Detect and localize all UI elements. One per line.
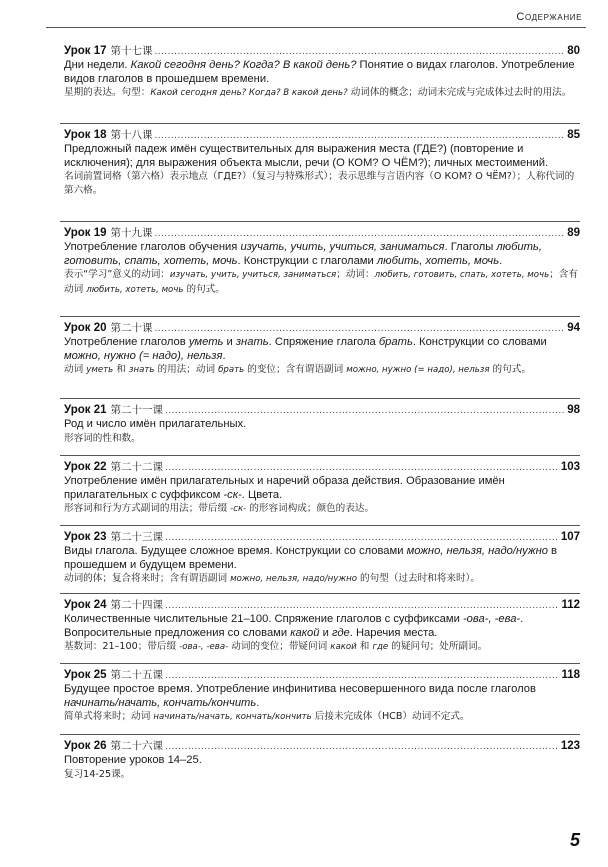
lesson-heading[interactable] — [64, 739, 580, 754]
lesson-26 — [64, 739, 580, 781]
lesson-cn-title: 第二十四课 — [110, 599, 164, 611]
text-run: Будущее простое время. Употребление инфинитива несовершенного вида после глаголов — [64, 683, 536, 695]
text-run: Повторение уроков 14–25. — [64, 754, 202, 766]
italic-term: изучать, учить, учиться, заниматься — [169, 270, 337, 280]
text-run: и — [319, 626, 332, 639]
italic-term: Какой сегодня день? Когда? В какой день? — [150, 88, 348, 98]
text-run: 简单式将来时；动词 — [64, 711, 154, 722]
text-run: . — [499, 254, 503, 267]
leader-dots — [165, 404, 565, 418]
italic-term: можно, нужно (= надо), нельзя — [64, 349, 223, 362]
lesson-page: 103 — [560, 461, 580, 473]
italic-term: -ск- — [223, 488, 242, 501]
italic-term: любить, хотеть, мочь — [86, 284, 184, 295]
lesson-number: Урок 20 — [64, 322, 107, 334]
text-run: Количественные числительные 21–100. Спряжение глаголов с суффиксами — [64, 613, 463, 625]
text-run: 的形容词构成；颜色的表达。 — [246, 503, 375, 514]
lesson-page: 98 — [567, 404, 580, 416]
italic-term: где — [372, 642, 389, 652]
page-number: 5 — [569, 830, 580, 850]
lesson-number: Урок 24 — [64, 599, 107, 611]
italic-term: начинать/начать, кончать/кончить — [64, 696, 257, 709]
text-run: 和 — [356, 641, 373, 652]
italic-term: можно, нужно (= надо), нельзя — [346, 365, 490, 375]
lesson-22 — [64, 460, 580, 517]
lesson-page: 107 — [560, 531, 580, 543]
lesson-page: 118 — [561, 669, 580, 681]
italic-term: можно, нельзя, надо/нужно — [230, 574, 357, 584]
lesson-ru-description — [64, 336, 580, 363]
italic-term: любить, готовить, спать, хотеть, мочь — [64, 241, 542, 267]
lesson-cn-description — [64, 432, 580, 446]
text-run: 动词体的概念；动词未完成与完成体过去时的用法。 — [347, 87, 572, 98]
lesson-heading[interactable] — [64, 598, 580, 613]
italic-term: любить, готовить, спать, хотеть, мочь — [374, 270, 550, 280]
lesson-17 — [64, 44, 580, 101]
lesson-divider — [60, 398, 580, 399]
text-run: 形容词和行为方式副词的用法；带后缀 — [64, 503, 231, 514]
lesson-divider — [60, 525, 580, 526]
lesson-page: 94 — [567, 322, 580, 334]
text-run: 后接未完成体（НСВ）动词不定式。 — [311, 711, 470, 722]
lesson-ru-description — [64, 143, 580, 170]
text-run: . Конструкции со словами — [412, 336, 547, 348]
lesson-ru-description — [64, 418, 580, 432]
italic-term: уметь — [86, 365, 114, 375]
lesson-25 — [64, 668, 580, 725]
italic-term: начинать/начать, кончать/кончить — [153, 712, 312, 722]
lesson-cn-title: 第二十一课 — [110, 404, 164, 416]
lesson-divider — [60, 455, 580, 456]
italic-term: брать — [218, 365, 245, 375]
lesson-page: 85 — [567, 129, 580, 141]
header-rule — [46, 27, 586, 28]
lesson-heading[interactable] — [64, 668, 580, 683]
lesson-page: 80 — [567, 45, 580, 57]
text-run: и — [223, 336, 236, 348]
lesson-ru-description — [64, 59, 580, 86]
text-run: 星期的表达。句型： — [64, 87, 151, 98]
italic-term: -ова-, -ева- — [462, 613, 521, 625]
lesson-heading[interactable] — [64, 128, 580, 143]
text-run: 的疑问句；处所副词。 — [388, 641, 488, 652]
text-run: Понятие о видах глаголов. Употребление видов глаголов в прошедшем времени. — [64, 59, 575, 85]
italic-term: брать — [378, 336, 413, 348]
lesson-divider — [60, 123, 580, 124]
lesson-cn-description — [64, 710, 580, 725]
leader-dots — [165, 599, 559, 613]
lesson-number: Урок 22 — [64, 461, 107, 473]
text-run: в прошедшем и будущем времени. — [64, 545, 558, 571]
text-run: Употребление имён прилагательных и наречий образа действия. Образование имён прилагательных с суффиксом — [64, 475, 505, 501]
lesson-heading[interactable] — [64, 226, 580, 241]
text-run: . Вопросительные предложения со словами — [64, 613, 524, 639]
lesson-page: 112 — [561, 599, 580, 611]
text-run: . — [222, 349, 226, 362]
lesson-cn-title: 第十八课 — [110, 129, 153, 141]
italic-term: знать — [235, 336, 269, 348]
italic-term: уметь — [188, 336, 224, 348]
italic-term: -ск- — [230, 504, 247, 514]
lesson-23 — [64, 530, 580, 587]
lesson-18 — [64, 128, 580, 197]
lesson-divider — [60, 221, 580, 222]
text-run: . Спряжение глагола — [268, 336, 379, 348]
text-run: 复习14-25课。 — [64, 768, 131, 780]
leader-dots — [165, 669, 559, 683]
italic-term: можно, нельзя, надо/нужно — [406, 545, 548, 557]
text-run: 动词的体；复合将来时；含有谓语副词 — [64, 573, 231, 584]
text-run: 的句型（过去时和将来时）。 — [356, 573, 480, 584]
text-run: . Цвета. — [241, 488, 283, 501]
text-run: Виды глагола. Будущее сложное время. Конструкции со словами — [64, 545, 407, 557]
text-run: Употребление глаголов обучения — [64, 241, 241, 253]
lesson-heading[interactable] — [64, 321, 580, 336]
text-run: 动词 — [64, 364, 87, 375]
lesson-number: Урок 17 — [64, 45, 107, 57]
lesson-divider — [60, 593, 580, 594]
italic-term: какой — [330, 642, 357, 652]
leader-dots — [155, 227, 566, 241]
text-run: Употребление глаголов — [64, 336, 189, 348]
leader-dots — [155, 129, 566, 143]
lesson-number: Урок 19 — [64, 227, 107, 239]
text-run: 动词的变位；带疑问词 — [228, 641, 331, 652]
text-run: 和 — [113, 364, 129, 375]
lesson-heading[interactable] — [64, 460, 580, 475]
lesson-ru-description — [64, 613, 580, 640]
lesson-cn-title: 第二十五课 — [110, 669, 164, 681]
lesson-cn-title: 第二十六课 — [110, 740, 164, 752]
text-run: 名词前置词格（第六格）表示地点（ГДЕ?）（复习与特殊形式）；表示思维与言语内容（О КОМ? О ЧЁМ?）；人称代词的第六格。 — [64, 171, 575, 196]
text-run: 的句式。 — [489, 364, 531, 375]
text-run: 基数词：21–100；带后缀 — [64, 641, 180, 652]
text-run: . Глаголы — [444, 241, 497, 253]
lesson-21 — [64, 403, 580, 445]
lesson-number: Урок 23 — [64, 531, 107, 543]
lesson-page: 89 — [567, 227, 580, 239]
lesson-cn-description — [64, 268, 580, 297]
section-title: Содержание — [516, 11, 582, 23]
text-run: Предложный падеж имён существительных для выражения места (ГДЕ?) (повторение и исключения); для выражения объекта мысли, речи (О КОМ? О ЧЁМ?); личных местоимений. — [64, 143, 549, 169]
lesson-heading[interactable] — [64, 403, 580, 418]
lesson-cn-description — [64, 86, 580, 101]
lesson-divider — [60, 734, 580, 735]
lesson-number: Урок 25 — [64, 669, 107, 681]
lesson-ru-description — [64, 475, 580, 502]
text-run: 的变位；含有谓语副词 — [244, 364, 347, 375]
leader-dots — [155, 45, 566, 59]
lesson-cn-title: 第二十二课 — [110, 461, 164, 473]
italic-term: знать — [128, 365, 155, 375]
leader-dots — [165, 531, 559, 545]
lesson-number: Урок 18 — [64, 129, 107, 141]
lesson-divider — [60, 316, 580, 317]
italic-term: изучать, учить, учиться, заниматься — [240, 241, 445, 253]
lesson-19 — [64, 226, 580, 297]
italic-term: где — [331, 626, 350, 639]
text-run: 的句式。 — [183, 283, 225, 295]
lesson-cn-title: 第二十课 — [110, 322, 153, 334]
italic-term: любить, хотеть, мочь — [376, 254, 500, 267]
lesson-heading[interactable] — [64, 44, 580, 59]
text-run: ；含有动词 — [64, 269, 578, 295]
leader-dots — [165, 461, 559, 475]
lesson-cn-description — [64, 768, 580, 782]
text-run: . Наречия места. — [349, 626, 438, 639]
lesson-20 — [64, 321, 580, 378]
italic-term: какой — [290, 626, 320, 639]
lesson-cn-description — [64, 170, 580, 197]
italic-term: Какой сегодня день? Когда? В какой день? — [130, 59, 357, 71]
leader-dots — [165, 740, 559, 754]
italic-term: -ова-, -ева- — [179, 642, 229, 652]
text-run: Дни недели. — [64, 59, 131, 71]
lesson-number: Урок 26 — [64, 740, 107, 752]
lesson-heading[interactable] — [64, 530, 580, 545]
text-run: . Конструкции с глаголами — [237, 254, 377, 267]
leader-dots — [155, 322, 566, 336]
lesson-divider — [60, 663, 580, 664]
lesson-cn-description — [64, 363, 580, 378]
text-run: 形容词的性和数。 — [64, 432, 141, 444]
text-run: Род и число имён прилагательных. — [64, 418, 247, 430]
lesson-24 — [64, 598, 580, 655]
lesson-ru-description — [64, 683, 580, 710]
lesson-cn-title: 第十九课 — [110, 227, 153, 239]
lesson-ru-description — [64, 545, 580, 572]
lesson-cn-title: 第二十三课 — [110, 531, 164, 543]
lesson-number: Урок 21 — [64, 404, 107, 416]
lesson-cn-description — [64, 502, 580, 517]
lesson-cn-title: 第十七课 — [110, 45, 153, 57]
lesson-page: 123 — [560, 740, 580, 752]
text-run: 表示“学习”意义的动词： — [64, 269, 170, 280]
text-run: ；动词： — [336, 269, 375, 280]
text-run: . — [256, 696, 260, 709]
lesson-ru-description — [64, 241, 580, 268]
lesson-cn-description — [64, 640, 580, 655]
lesson-cn-description — [64, 572, 580, 587]
lesson-ru-description — [64, 754, 580, 768]
text-run: 的用法；动词 — [154, 364, 219, 375]
